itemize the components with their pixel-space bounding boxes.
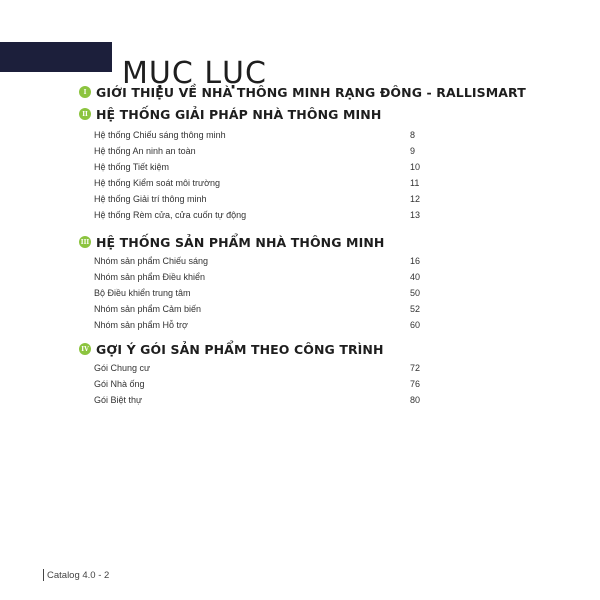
toc-item-page-number: 8: [410, 130, 416, 140]
toc-item[interactable]: [79, 159, 519, 175]
section-title: HỆ THỐNG GIẢI PHÁP NHÀ THÔNG MINH: [96, 106, 382, 122]
toc-item-page-number: 13: [410, 210, 421, 220]
toc-item-page-number: 10: [410, 162, 421, 172]
toc-item-page-number: 80: [410, 395, 421, 405]
toc-item-page-number: 16: [410, 256, 421, 266]
footer-page-label: Catalog 4.0 - 2: [47, 569, 110, 581]
toc-item-list: [79, 127, 519, 223]
toc-section-2: [79, 105, 519, 223]
toc-item[interactable]: [79, 317, 519, 333]
toc-item-page-number: 11: [410, 178, 420, 188]
page-title: MỤC LỤC: [122, 56, 267, 92]
section-title: GỢI Ý GÓI SẢN PHẨM THEO CÔNG TRÌNH: [96, 341, 384, 357]
section-heading[interactable]: [79, 233, 519, 251]
toc-item-label: Nhóm sản phẩm Cảm biến: [94, 304, 202, 314]
toc-section-1: [79, 83, 526, 101]
toc-item[interactable]: [79, 285, 519, 301]
toc-item-list: [79, 360, 519, 408]
page-footer: [43, 569, 109, 581]
roman-numeral-badge: III: [79, 236, 91, 248]
toc-item[interactable]: [79, 143, 519, 159]
section-heading[interactable]: [79, 340, 519, 358]
section-title: GIỚI THIỆU VỀ NHÀ THÔNG MINH RẠNG ĐÔNG - RALLISMART: [96, 84, 526, 100]
toc-item-page-number: 72: [410, 363, 421, 373]
toc-item-label: Nhóm sản phẩm Điều khiển: [94, 272, 206, 282]
toc-item-label: Nhóm sản phẩm Chiếu sáng: [94, 256, 209, 266]
toc-item-label: Hệ thống Kiểm soát môi trường: [94, 178, 220, 188]
roman-numeral-badge: II: [79, 108, 91, 120]
toc-item-page-number: 60: [410, 320, 421, 330]
toc-item-page-number: 76: [410, 379, 421, 389]
toc-item[interactable]: [79, 175, 519, 191]
toc-item-label: Gói Biệt thự: [94, 395, 143, 405]
toc-item-page-number: 52: [410, 304, 421, 314]
toc-item-label: Hệ thống Tiết kiệm: [94, 162, 170, 172]
section-heading[interactable]: [79, 83, 526, 101]
toc-item[interactable]: [79, 253, 519, 269]
toc-item[interactable]: [79, 360, 519, 376]
toc-item-page-number: 9: [410, 146, 416, 156]
toc-item-page-number: 40: [410, 272, 421, 282]
toc-item-page-number: 50: [410, 288, 421, 298]
toc-section-4: [79, 340, 519, 408]
toc-item[interactable]: [79, 191, 519, 207]
roman-numeral-badge: IV: [79, 343, 91, 355]
toc-item[interactable]: [79, 376, 519, 392]
section-heading[interactable]: [79, 105, 519, 123]
toc-item[interactable]: [79, 207, 519, 223]
title-accent-bar: [0, 42, 112, 72]
toc-item[interactable]: [79, 127, 519, 143]
toc-item[interactable]: [79, 301, 519, 317]
footer-divider: [43, 569, 44, 581]
section-title: HỆ THỐNG SẢN PHẨM NHÀ THÔNG MINH: [96, 234, 385, 250]
toc-item[interactable]: [79, 392, 519, 408]
toc-item-label: Hệ thống Rèm cửa, cửa cuốn tự động: [94, 210, 247, 220]
toc-item-label: Gói Chung cư: [94, 363, 151, 373]
toc-item-list: [79, 253, 519, 333]
toc-item-label: Nhóm sản phẩm Hỗ trợ: [94, 320, 188, 330]
toc-item-label: Bộ Điều khiển trung tâm: [94, 288, 191, 298]
toc-section-3: [79, 233, 519, 333]
toc-item-label: Hệ thống Giải trí thông minh: [94, 194, 207, 204]
toc-item[interactable]: [79, 269, 519, 285]
toc-item-page-number: 12: [410, 194, 421, 204]
toc-item-label: Gói Nhà ống: [94, 379, 145, 389]
roman-numeral-badge: I: [79, 86, 91, 98]
toc-item-label: Hệ thống An ninh an toàn: [94, 146, 196, 156]
toc-item-label: Hệ thống Chiếu sáng thông minh: [94, 130, 226, 140]
